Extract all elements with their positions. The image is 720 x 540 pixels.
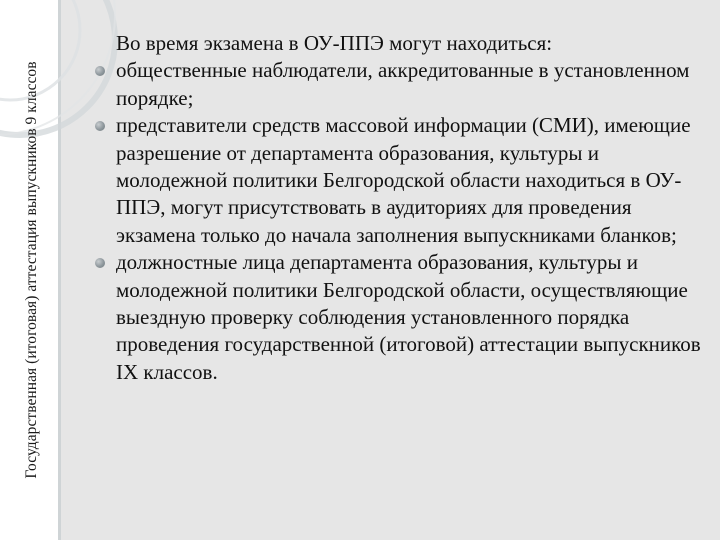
vertical-slide-title: Государственная (итоговая) аттестация выпускников 9 классов [23, 61, 40, 479]
list-item [95, 249, 705, 386]
intro-text: Во время экзамена в ОУ-ППЭ могут находиться: [116, 31, 553, 55]
list-item-text: общественные наблюдатели, аккредитованные в установленном порядке; [116, 58, 690, 110]
bullet-list [95, 57, 705, 386]
bullet-dot-icon [95, 258, 105, 268]
slide-content [95, 30, 705, 386]
list-item-text: представители средств массовой информации (СМИ), имеющие разрешение от департамента образования, культуры и молодежной политики Белгородской области находиться в ОУ-ППЭ, могут присутствовать в аудиториях для проведения экзамена только до начала заполнения выпускниками бланков; [116, 113, 691, 247]
list-item-text: должностные лица департамента образования, культуры и молодежной политики Белгородской области, осуществляющие выездную проверку соблюдения установленного порядка проведения государственной (итоговой) аттестации выпускников IX классов. [116, 250, 701, 384]
list-item [95, 112, 705, 249]
list-item [95, 57, 705, 112]
bullet-dot-icon [95, 121, 105, 131]
bullet-dot-icon [95, 66, 105, 76]
